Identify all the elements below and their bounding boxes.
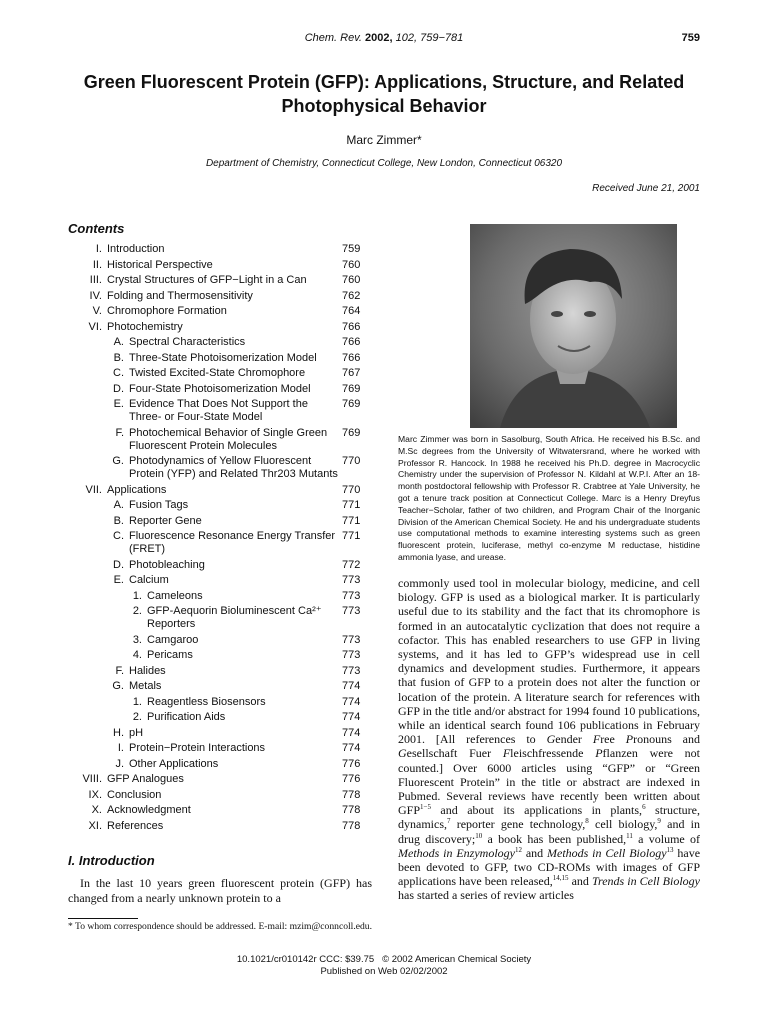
toc-entry-label: Cameleons: [147, 589, 203, 602]
toc-entry-number: IV.: [89, 289, 102, 302]
toc-entry-label: Protein−Protein Interactions: [129, 742, 266, 754]
toc-entry-number: 1.: [132, 589, 142, 602]
toc-entry-label: GFP-Aequorin Bioluminescent Ca²⁺ Reporters: [147, 605, 322, 630]
contents-heading: Contents: [68, 221, 125, 236]
body-text-run: have been devoted to GFP, two CD-ROMs with images of GFP applications have been released,: [398, 845, 701, 889]
toc-entry-page: 774: [342, 695, 361, 708]
toc-entry-label: Chromophore Formation: [107, 305, 227, 317]
toc-entry-label: Calcium: [129, 574, 169, 586]
toc-entry: [68, 649, 372, 662]
toc-entry: [68, 727, 372, 740]
toc-entry-page: 773: [342, 605, 361, 617]
toc-entry-label: Twisted Excited-State Chromophore: [129, 367, 306, 379]
toc-entry-number: 4.: [132, 649, 142, 661]
journal-year: 2002,: [365, 32, 393, 44]
toc-entry-page: 773: [342, 649, 361, 661]
toc-entry-label: pH: [129, 726, 144, 739]
toc-entry: [68, 758, 372, 771]
toc-entry-label: Crystal Structures of GFP−Light in a Can: [107, 274, 307, 286]
toc-entry-number: D.: [113, 558, 124, 571]
toc-entry-page: 774: [342, 711, 361, 723]
journal-name: Chem. Rev.: [304, 32, 362, 44]
body-text-run: a volume of: [632, 831, 701, 846]
reference-superscript: 13: [666, 845, 674, 854]
toc-entry-page: 766: [342, 336, 361, 348]
toc-entry: [68, 367, 372, 380]
toc-entry-number: G.: [112, 680, 124, 692]
toc-entry: [68, 711, 372, 724]
toc-entry-page: 771: [342, 514, 361, 527]
toc-entry-number: V.: [92, 305, 102, 317]
body-text-right-column: [398, 576, 700, 903]
acronym-letter: P: [595, 746, 603, 761]
toc-entry: [68, 530, 372, 556]
toc-entry: [68, 455, 372, 481]
footnote-divider: [68, 918, 138, 919]
toc-entry-page: 767: [342, 367, 361, 379]
toc-entry-number: F.: [115, 426, 124, 439]
body-text-run: cell biology,: [588, 817, 658, 832]
toc-entry-label: Three-State Photoisomerization Model: [129, 351, 317, 364]
acronym-letter: F: [592, 732, 601, 747]
toc-entry: [68, 574, 372, 587]
toc-entry: [68, 515, 372, 528]
toc-entry: [68, 665, 372, 678]
page-number: 759: [681, 32, 700, 44]
reference-superscript: 6: [642, 803, 646, 812]
toc-entry-label: Photobleaching: [129, 558, 205, 571]
toc-entry-page: 769: [342, 426, 361, 439]
toc-entry: [68, 259, 372, 272]
toc-entry-number: IX.: [88, 788, 102, 801]
toc-entry: [68, 352, 372, 365]
toc-entry-label: Historical Perspective: [107, 258, 213, 271]
author-affiliation: Department of Chemistry, Connecticut College, New London, Connecticut 06320: [205, 158, 563, 169]
body-text-run: and about its applications in plants,: [430, 803, 643, 818]
toc-entry-page: 769: [342, 382, 361, 395]
publication-date-line: Published on Web 02/02/2002: [320, 966, 448, 977]
toc-entry: [68, 427, 372, 453]
author-portrait-illustration: [470, 224, 677, 428]
toc-entry-number: 2.: [132, 605, 142, 617]
toc-entry-page: 770: [342, 455, 361, 467]
toc-entry-label: Folding and Thermosensitivity: [107, 289, 253, 302]
reference-superscript: 7: [447, 817, 451, 826]
toc-entry-number: XI.: [88, 819, 102, 832]
toc-entry-page: 769: [342, 398, 361, 410]
toc-entry-page: 778: [342, 788, 361, 801]
author-name: Marc Zimmer*: [346, 133, 422, 147]
body-text-run: leischfressende: [510, 746, 596, 761]
toc-entry-page: 771: [342, 499, 361, 511]
toc-entry-page: 776: [342, 757, 361, 770]
toc-entry: [68, 605, 372, 631]
toc-entry-page: 773: [342, 574, 361, 586]
toc-entry-number: 1.: [132, 695, 142, 708]
body-text-run: ree: [600, 732, 626, 747]
toc-entry: [68, 789, 372, 802]
body-text-run: ronouns and: [633, 732, 700, 747]
toc-entry-number: B.: [113, 351, 124, 364]
correspondence-footnote: * To whom correspondence should be addressed. E-mail: mzim@conncoll.edu.: [68, 921, 372, 932]
toc-entry-number: VIII.: [82, 773, 102, 785]
toc-entry-page: 773: [342, 589, 361, 602]
table-of-contents: [68, 243, 372, 835]
toc-entry-page: 778: [342, 819, 361, 832]
toc-entry-page: 771: [342, 530, 361, 542]
toc-entry: [68, 680, 372, 693]
toc-entry-label: Halides: [129, 664, 166, 677]
toc-entry-label: Camgaroo: [147, 633, 199, 646]
toc-entry: [68, 499, 372, 512]
toc-entry: [68, 559, 372, 572]
toc-entry-label: Applications: [107, 483, 167, 496]
toc-entry-label: Evidence That Does Not Support the Three- or Four-State Model: [129, 398, 308, 423]
introduction-paragraph: In the last 10 years green fluorescent protein (GFP) has changed from a nearly unknown protein to a: [68, 876, 372, 905]
body-paragraph: commonly used tool in molecular biology, medicine, and cell biology. GFP is used as a biological marker. It is particularly useful due to its stability and the fact that its chromophore is formed in an autocatalytic cyclization that does not require a cofactor. This has enabled researchers to use GFP in living systems, and it has led to GFP’s widespread use in cell dynamics and development studies. Furthermore, it appears that fusion of GFP to a protein does not alter the function or location of the protein. A literature search for references with GFP in the title and/or abstract for 1994 found 10 publications, while an identical search found 106 publications in February 2001. [All references to: [398, 576, 700, 747]
acronym-letter: P: [625, 732, 634, 747]
toc-entry-label: References: [107, 819, 164, 832]
journal-title-italic: Trends in Cell Biology: [591, 874, 701, 889]
toc-entry-page: 773: [342, 664, 361, 677]
toc-entry-page: 759: [342, 243, 361, 255]
toc-entry-label: Pericams: [147, 649, 193, 661]
reference-superscript: 11: [626, 831, 633, 840]
reference-superscript: 14,15: [552, 874, 569, 883]
toc-entry-page: 774: [342, 680, 361, 692]
body-text-run: ender: [555, 732, 593, 747]
toc-entry-number: III.: [89, 274, 102, 286]
toc-entry: [68, 773, 372, 786]
toc-entry-label: Photochemistry: [107, 320, 183, 333]
body-text-run: has started a series of review articles: [398, 888, 574, 903]
body-text-run: and: [522, 845, 548, 860]
body-text-run: esellschaft: [406, 746, 470, 761]
reference-superscript: 10: [475, 831, 483, 840]
toc-entry-number: F.: [115, 664, 124, 677]
toc-entry-number: A.: [113, 336, 124, 348]
toc-entry-label: GFP Analogues: [107, 773, 184, 785]
toc-entry: [68, 383, 372, 396]
toc-entry-label: Other Applications: [129, 757, 219, 770]
page-footer: [0, 954, 768, 978]
toc-entry-page: 774: [342, 726, 361, 739]
toc-entry-label: Metals: [129, 680, 162, 692]
reference-superscript: 1−5: [420, 803, 431, 812]
toc-entry-page: 764: [342, 305, 361, 317]
toc-entry: [68, 742, 372, 755]
body-text-run: Fuer: [469, 746, 503, 761]
toc-entry-page: 766: [342, 320, 361, 333]
author-photo: [470, 224, 677, 428]
body-text-run: a book has been published,: [482, 831, 627, 846]
toc-entry: [68, 274, 372, 287]
toc-entry-page: 770: [342, 483, 361, 496]
toc-entry-label: Fusion Tags: [129, 499, 189, 511]
received-date: Received June 21, 2001: [592, 183, 700, 194]
toc-entry-page: 774: [342, 742, 361, 754]
toc-entry-number: H.: [113, 726, 124, 739]
toc-entry-number: A.: [113, 499, 124, 511]
toc-entry-page: 773: [342, 633, 361, 646]
acronym-letter: F: [502, 746, 511, 761]
toc-entry-label: Conclusion: [107, 788, 162, 801]
toc-entry-label: Photodynamics of Yellow Fluorescent Protein (YFP) and Related Thr203 Mutants: [129, 455, 338, 480]
toc-entry: [68, 696, 372, 709]
toc-entry: [68, 804, 372, 817]
toc-entry: [68, 305, 372, 318]
toc-entry-number: I.: [117, 742, 124, 754]
toc-entry: [68, 290, 372, 303]
toc-entry: [68, 398, 372, 424]
toc-entry-number: X.: [91, 804, 102, 816]
body-text-run: reporter gene technology,: [450, 817, 586, 832]
toc-entry-number: J.: [115, 757, 124, 770]
acronym-letter: G: [546, 732, 556, 747]
toc-entry-page: 776: [342, 773, 361, 785]
journal-title-italic: Methods in Enzymology: [398, 845, 515, 860]
toc-entry-label: Purification Aids: [147, 711, 226, 723]
toc-entry-number: G.: [112, 455, 124, 467]
toc-entry-page: 760: [342, 258, 361, 271]
toc-entry: [68, 243, 372, 256]
section-heading-introduction: I. Introduction: [68, 853, 155, 868]
toc-entry-number: B.: [113, 514, 124, 527]
toc-entry: [68, 336, 372, 349]
toc-entry-page: 778: [342, 804, 361, 816]
toc-entry: [68, 634, 372, 647]
toc-entry: [68, 590, 372, 603]
reference-superscript: 8: [585, 817, 589, 826]
toc-entry-label: Reporter Gene: [129, 514, 202, 527]
toc-entry-label: Fluorescence Resonance Energy Transfer (FRET): [129, 530, 336, 555]
journal-title-italic: Methods in Cell Biology: [547, 845, 667, 860]
toc-entry-number: VII.: [85, 483, 102, 496]
toc-entry: [68, 820, 372, 833]
journal-volume: 102,: [395, 32, 418, 44]
toc-entry-page: 762: [342, 289, 361, 302]
toc-entry-number: C.: [113, 530, 124, 542]
journal-citation: [0, 32, 768, 44]
toc-entry-page: 766: [342, 351, 361, 364]
toc-entry-label: Spectral Characteristics: [129, 336, 246, 348]
toc-entry-number: I.: [95, 243, 102, 255]
toc-entry-page: 772: [342, 558, 361, 571]
body-text-run: and: [568, 874, 592, 889]
toc-entry-number: II.: [92, 258, 102, 271]
toc-entry-number: 3.: [132, 633, 142, 646]
toc-entry-number: VI.: [88, 320, 102, 333]
toc-entry-number: 2.: [132, 711, 142, 723]
toc-entry-label: Introduction: [107, 243, 165, 255]
author-bio-caption: Marc Zimmer was born in Sasolburg, South Africa. He received his B.Sc. and M.Sc degrees from the University of Witwatersrand, where he worked with Professor R. Hancock. In 1988 he received his Ph.D. degree in Macrocyclic Chemistry under the supervision of Professor N. Kildahl at W.P.I. After an 18-month postdoctoral fellowship with Professor R. Crabtree at Yale University, he got a tenure track position at Connecticut College. Marc is a Henry Dreyfus Teacher−Scholar, father of two children, and Program Chair of the Inorganic Division of the American Chemical Society. He and his undergraduate students use computational methods to examine interesting systems such as green fluorescent protein, luciferase, methyl co-enzyme M reductase, histidine ammonia lyase, and urease.: [398, 434, 700, 562]
reference-superscript: 12: [515, 845, 522, 854]
toc-entry-number: E.: [113, 574, 124, 586]
body-text-run: structure, dynamics,: [398, 803, 701, 832]
toc-entry-number: D.: [113, 382, 124, 395]
acronym-letter: G: [398, 746, 407, 761]
toc-entry-number: C.: [113, 367, 124, 379]
body-text-run: flanzen were not counted.] Over 6000 articles using “GFP” or “Green Fluorescent Protein” in the title or abstract are indexed in Pubmed. Several reviews have recently been written about GFP: [398, 746, 700, 818]
toc-entry-label: Photochemical Behavior of Single Green Fluorescent Protein Molecules: [129, 426, 328, 452]
reference-superscript: 9: [657, 817, 661, 826]
toc-entry-number: E.: [113, 398, 124, 410]
journal-pages: 759−781: [420, 32, 464, 44]
toc-entry-label: Reagentless Biosensors: [147, 695, 266, 708]
toc-entry: [68, 484, 372, 497]
body-text-run: and in drug discovery;: [398, 817, 700, 846]
toc-entry-label: Acknowledgment: [107, 804, 191, 816]
toc-entry-page: 760: [342, 274, 361, 286]
article-title: Green Fluorescent Protein (GFP): Applications, Structure, and Related Photophysical Behavior: [83, 72, 685, 116]
toc-entry-label: Four-State Photoisomerization Model: [129, 382, 311, 395]
doi-copyright-line: 10.1021/cr010142r CCC: $39.75 © 2002 American Chemical Society: [236, 954, 532, 965]
toc-entry: [68, 321, 372, 334]
